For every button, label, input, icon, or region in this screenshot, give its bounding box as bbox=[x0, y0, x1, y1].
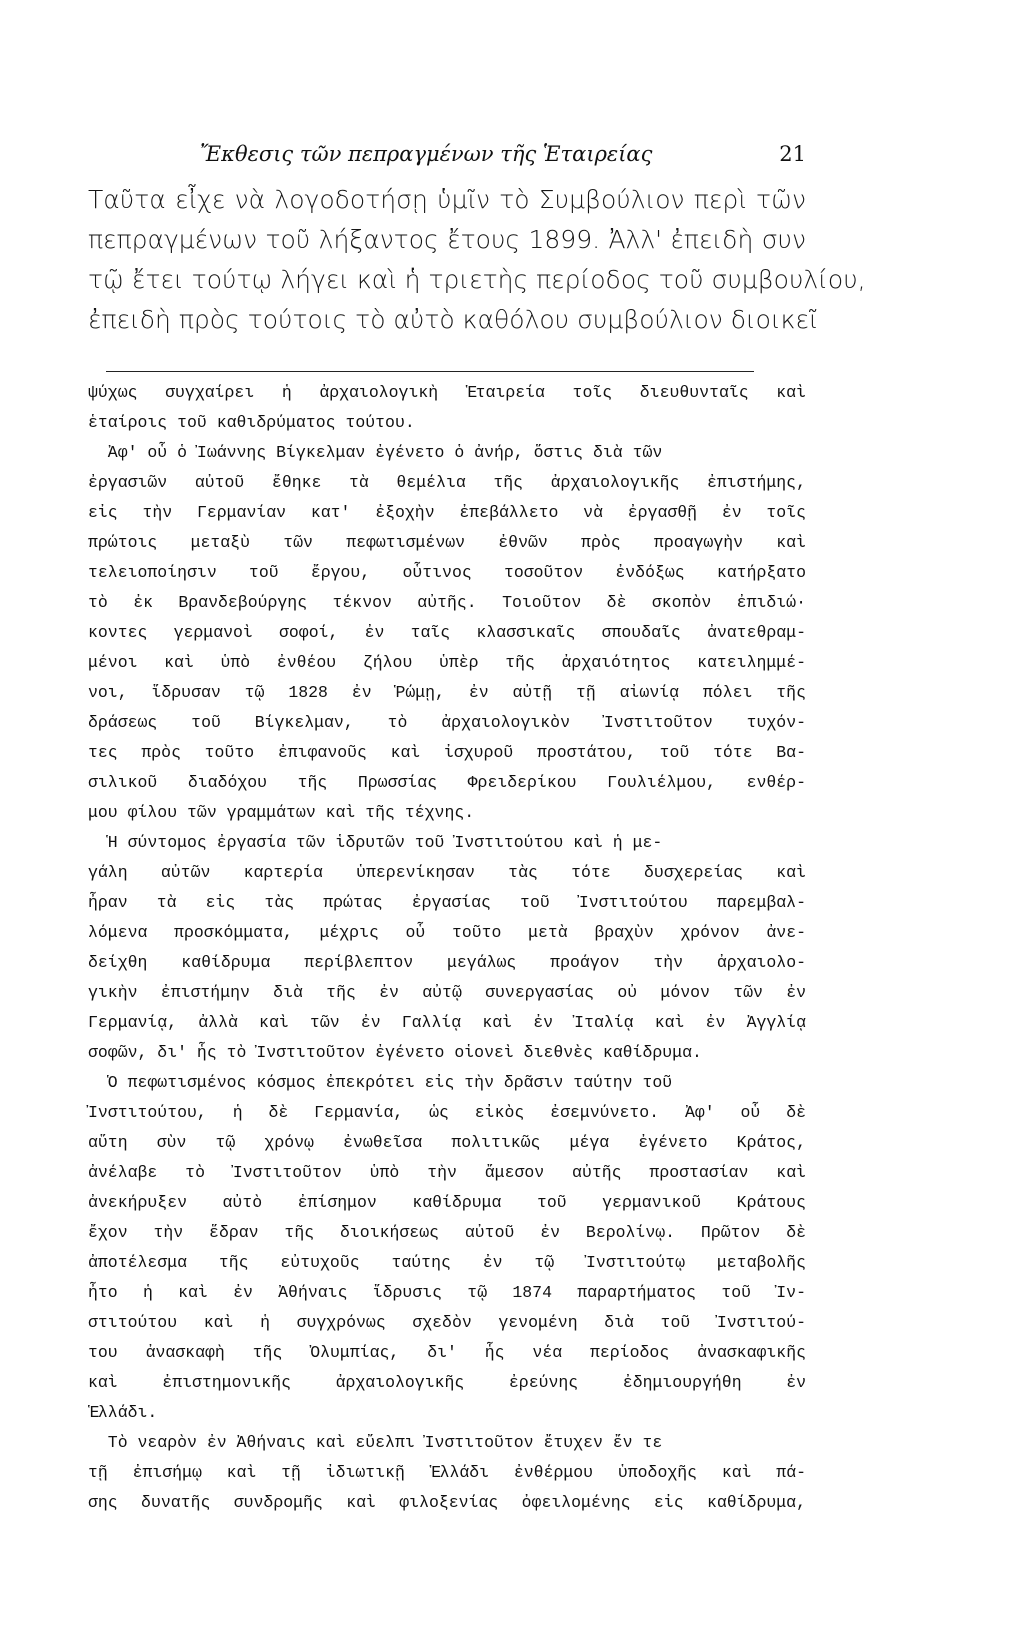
body-line: πρώτοις μεταξὺ τῶν πεφωτισμένων ἐθνῶν πρὸς προαγωγὴν καὶ bbox=[88, 533, 806, 552]
body-line: Τὸ νεαρὸν ἐν Ἀθήναις καὶ εὔελπι Ἰνστιτοῦτον ἔτυχεν ἔν τε bbox=[88, 1433, 663, 1452]
body-line: ἐργασιῶν αὐτοῦ ἔθηκε τὰ θεμέλια τῆς ἀρχαιολογικῆς ἐπιστήμης, bbox=[88, 473, 806, 492]
body-line: δείχθη καθίδρυμα περίβλεπτον μεγάλως προάγον τὴν ἀρχαιολο- bbox=[88, 953, 806, 972]
body-line: γάλη αὐτῶν καρτερία ὑπερενίκησαν τὰς τότε δυσχερείας καὶ bbox=[88, 863, 806, 882]
body-line: μένοι καὶ ὑπὸ ἐνθέου ζήλου ὑπὲρ τῆς ἀρχαιότητος κατειλημμέ- bbox=[88, 653, 806, 672]
body-line: Ἑλλάδι. bbox=[88, 1403, 158, 1422]
inset-line: πεπραγμένων τοῦ λήξαντος ἔτους 1899. Ἀλλ' ἐπειδὴ συν bbox=[88, 225, 806, 254]
inset-line: ἐπειδὴ πρὸς τούτοις τὸ αὐτὸ καθόλου συμβούλιον διοικεῖ bbox=[88, 305, 818, 334]
body-line: γικὴν ἐπιστήμην διὰ τῆς ἐν αὐτῷ συνεργασίας οὐ μόνον τῶν ἐν bbox=[88, 983, 806, 1002]
body-line: σης δυνατῆς συνδρομῆς καὶ φιλοξενίας ὀφειλομένης εἰς καθίδρυμα, bbox=[88, 1493, 806, 1512]
body-line: του ἀνασκαφὴ τῆς Ὀλυμπίας, δι' ἧς νέα περίοδος ἀνασκαφικῆς bbox=[88, 1343, 806, 1362]
body-line: εἰς τὴν Γερμανίαν κατ' ἐξοχὴν ἐπεβάλλετο νὰ ἐργασθῇ ἐν τοῖς bbox=[88, 503, 806, 522]
body-text bbox=[88, 378, 806, 1518]
body-line: Ἀφ' οὗ ὁ Ἰωάννης Βίγκελμαν ἐγένετο ὁ ἀνήρ, ὅστις διὰ τῶν bbox=[88, 443, 663, 462]
page-number: 21 bbox=[779, 142, 806, 166]
body-line: τες πρὸς τοῦτο ἐπιφανοῦς καὶ ἰσχυροῦ προστάτου, τοῦ τότε Βα- bbox=[88, 743, 806, 762]
body-line: κοντες γερμανοὶ σοφοί, ἐν ταῖς κλασσικαῖς σπουδαῖς ἀνατεθραμ- bbox=[88, 623, 806, 642]
body-line: ἔχον τὴν ἕδραν τῆς διοικήσεως αὐτοῦ ἐν Βερολίνῳ. Πρῶτον δὲ bbox=[88, 1223, 806, 1242]
body-line: ψύχως συγχαίρει ἡ ἀρχαιολογικὴ Ἑταιρεία τοῖς διευθυνταῖς καὶ bbox=[88, 383, 806, 402]
body-line: καὶ ἐπιστημονικῆς ἀρχαιολογικῆς ἐρεύνης ἐδημιουργήθη ἐν bbox=[88, 1373, 806, 1392]
running-head bbox=[88, 138, 806, 174]
body-line: Ἰνστιτούτου, ἡ δὲ Γερμανία, ὡς εἰκὸς ἐσεμνύνετο. Ἀφ' οὗ δὲ bbox=[88, 1103, 806, 1122]
inset-line: Ταῦτα εἶχε νὰ λογοδοτήσῃ ὑμῖν τὸ Συμβούλιον περὶ τῶν bbox=[88, 185, 806, 214]
body-line: νοι, ἵδρυσαν τῷ 1828 ἐν Ῥώμῃ, ἐν αὐτῇ τῇ αἰωνίᾳ πόλει τῆς bbox=[88, 683, 806, 702]
body-line: σιλικοῦ διαδόχου τῆς Πρωσσίας Φρειδερίκου Γουλιέλμου, ενθέρ- bbox=[88, 773, 806, 792]
body-line: Ἡ σύντομος ἐργασία τῶν ἱδρυτῶν τοῦ Ἰνστιτούτου καὶ ἡ με- bbox=[88, 833, 663, 852]
body-line: Γερμανίᾳ, ἀλλὰ καὶ τῶν ἐν Γαλλίᾳ καὶ ἐν Ἰταλίᾳ καὶ ἐν Ἀγγλίᾳ bbox=[88, 1013, 806, 1032]
body-line: τῇ ἐπισήμῳ καὶ τῇ ἰδιωτικῇ Ἑλλάδι ἐνθέρμου ὑποδοχῆς καὶ πά- bbox=[88, 1463, 806, 1482]
body-line: ἑταίροις τοῦ καθιδρύματος τούτου. bbox=[88, 413, 415, 432]
body-line: Ὁ πεφωτισμένος κόσμος ἐπεκρότει εἰς τὴν δρᾶσιν ταύτην τοῦ bbox=[88, 1073, 673, 1092]
body-line: στιτούτου καὶ ἡ συγχρόνως σχεδὸν γενομένη διὰ τοῦ Ἰνστιτού- bbox=[88, 1313, 806, 1332]
body-line: τὸ ἐκ Βρανδεβούργης τέκνον αὐτῆς. Τοιοῦτον δὲ σκοπὸν ἐπιδιώ· bbox=[88, 593, 806, 612]
body-line: μου φίλου τῶν γραμμάτων καὶ τῆς τέχνης. bbox=[88, 803, 475, 822]
inset-line: τῷ ἔτει τούτῳ λήγει καὶ ἡ τριετὴς περίοδος τοῦ συμβουλίου, bbox=[88, 265, 866, 294]
pasted-inset-text bbox=[88, 180, 866, 340]
body-line: ἀνέλαβε τὸ Ἰνστιτοῦτον ὑπὸ τὴν ἄμεσον αὐτῆς προστασίαν καὶ bbox=[88, 1163, 806, 1182]
horizontal-rule bbox=[106, 371, 754, 372]
body-line: ἦτο ἡ καὶ ἐν Ἀθήναις ἵδρυσις τῷ 1874 παραρτήματος τοῦ Ἰν- bbox=[88, 1283, 806, 1302]
body-line: λόμενα προσκόμματα, μέχρις οὗ τοῦτο μετὰ βραχὺν χρόνον ἀνε- bbox=[88, 923, 806, 942]
body-line: ἦραν τὰ εἰς τὰς πρώτας ἐργασίας τοῦ Ἰνστιτούτου παρεμβαλ- bbox=[88, 893, 806, 912]
body-line: ἀνεκήρυξεν αὐτὸ ἐπίσημον καθίδρυμα τοῦ γερμανικοῦ Κράτους bbox=[88, 1193, 806, 1212]
body-line: δράσεως τοῦ Βίγκελμαν, τὸ ἀρχαιολογικὸν Ἰνστιτοῦτον τυχόν- bbox=[88, 713, 806, 732]
body-line: τελειοποίησιν τοῦ ἔργου, οὗτινος τοσοῦτον ἐνδόξως κατήρξατο bbox=[88, 563, 806, 582]
body-line: σοφῶν, δι' ἧς τὸ Ἰνστιτοῦτον ἐγένετο οἱονεὶ διεθνὲς καθίδρυμα. bbox=[88, 1043, 702, 1062]
body-line: ἀποτέλεσμα τῆς εὐτυχοῦς ταύτης ἐν τῷ Ἰνστιτούτῳ μεταβολῆς bbox=[88, 1253, 806, 1272]
running-title: Ἔκθεσις τῶν πεπραγμένων τῆς Ἑταιρείας bbox=[200, 142, 653, 166]
body-line: αὕτη σὺν τῷ χρόνῳ ἐνωθεῖσα πολιτικῶς μέγα ἐγένετο Κράτος, bbox=[88, 1133, 806, 1152]
